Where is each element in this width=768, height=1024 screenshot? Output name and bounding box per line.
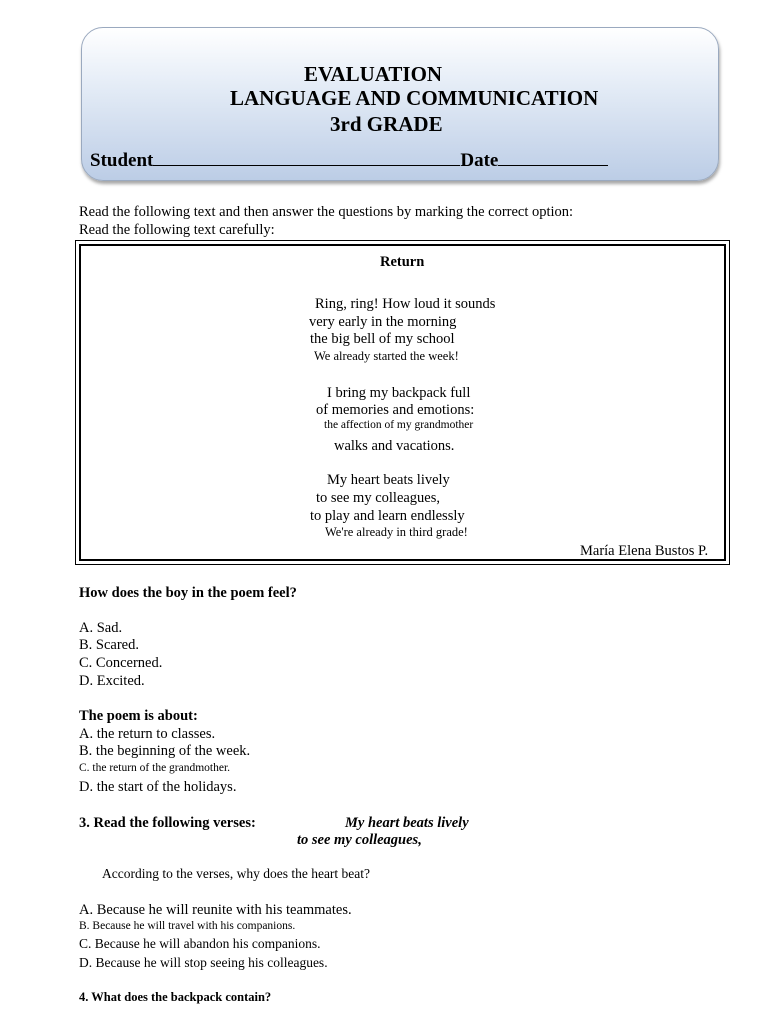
q1-option-b[interactable]: B. Scared. (79, 637, 139, 653)
poem-line: We already started the week! (314, 349, 459, 363)
q3-option-d[interactable]: D. Because he will stop seeing his colleagues. (79, 955, 328, 970)
poem-author: María Elena Bustos P. (580, 543, 709, 559)
q3-verse-2: to see my colleagues, (297, 832, 422, 848)
question-1: How does the boy in the poem feel? (79, 585, 297, 601)
title-grade: 3rd GRADE (330, 112, 443, 136)
poem-line: I bring my backpack full (327, 385, 471, 401)
title-evaluation: EVALUATION (304, 62, 443, 86)
poem-line: walks and vacations. (334, 438, 455, 454)
q3-verse-1: My heart beats lively (345, 815, 469, 831)
instruction-line-2: Read the following text carefully: (79, 222, 275, 238)
poem-line: the big bell of my school (310, 331, 455, 347)
question-2: The poem is about: (79, 708, 198, 724)
student-name-field[interactable] (153, 151, 460, 166)
date-field[interactable] (498, 151, 608, 166)
poem-line: to play and learn endlessly (310, 508, 465, 524)
q3-option-c[interactable]: C. Because he will abandon his companions. (79, 936, 321, 951)
q3-option-b[interactable]: B. Because he will travel with his companions. (79, 920, 296, 932)
q1-option-d[interactable]: D. Excited. (79, 673, 145, 689)
date-label: Date (460, 150, 499, 171)
q3-option-a[interactable]: A. Because he will reunite with his teammates. (79, 902, 352, 918)
poem-line: very early in the morning (309, 314, 457, 330)
q1-option-a[interactable]: A. Sad. (79, 620, 123, 636)
q2-option-d[interactable]: D. the start of the holidays. (79, 779, 237, 795)
question-3: 3. Read the following verses: (79, 815, 256, 831)
title-subject: LANGUAGE AND COMMUNICATION (230, 86, 599, 110)
poem-line: Ring, ring! How loud it sounds (315, 296, 496, 312)
instruction-line-1: Read the following text and then answer the questions by marking the correct option: (79, 204, 574, 220)
student-label: Student (90, 150, 154, 171)
student-date-row (90, 150, 608, 172)
q2-option-c[interactable]: C. the return of the grandmother. (79, 762, 231, 774)
question-4: 4. What does the backpack contain? (79, 990, 272, 1004)
poem-line: to see my colleagues, (316, 490, 441, 506)
poem-title: Return (380, 254, 425, 270)
poem-line: My heart beats lively (327, 472, 450, 488)
q1-option-c[interactable]: C. Concerned. (79, 655, 163, 671)
poem-line: of memories and emotions: (316, 402, 475, 418)
q2-option-b[interactable]: B. the beginning of the week. (79, 743, 251, 759)
q3-prompt: According to the verses, why does the heart beat? (102, 866, 371, 881)
poem-line: We're already in third grade! (325, 525, 468, 539)
q2-option-a[interactable]: A. the return to classes. (79, 726, 216, 742)
poem-line: the affection of my grandmother (324, 419, 474, 431)
